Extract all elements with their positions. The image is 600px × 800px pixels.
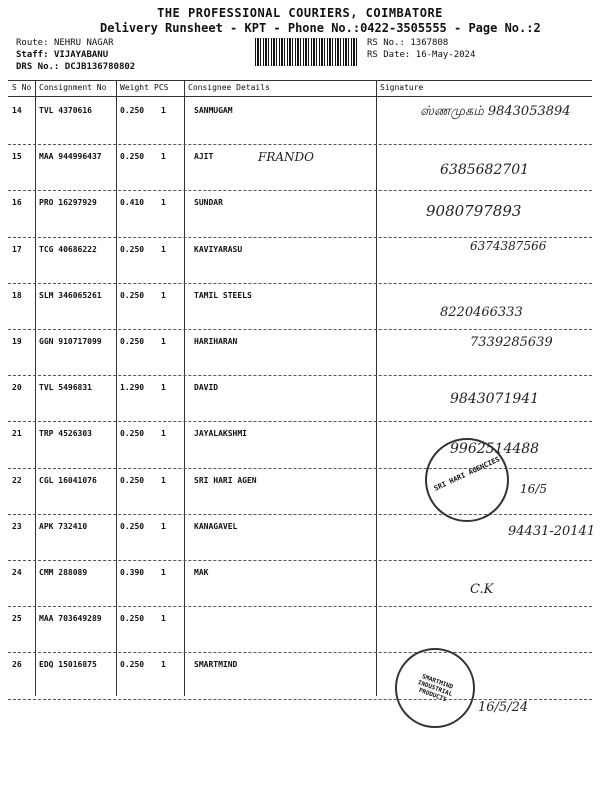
handwritten-signature: 94431-20141 [508, 523, 596, 539]
route-label: Route: [16, 38, 49, 48]
rs-no-line [367, 38, 448, 48]
row-separator [8, 652, 592, 653]
cell-consignee: TAMIL STEELS [194, 290, 252, 300]
row-separator [8, 560, 592, 561]
smartmind-stamp [395, 648, 475, 728]
rs-no-label: RS No.: [367, 38, 405, 48]
cell-weight: 0.250 [120, 614, 145, 624]
cell-weight: 0.250 [120, 429, 145, 439]
cell-sno: 20 [12, 383, 22, 393]
cell-weight: 1.290 [120, 383, 145, 393]
cell-weight: 0.250 [120, 290, 145, 300]
cell-consignment-no: SLM 346065261 [39, 290, 102, 300]
handwritten-signature: 7339285639 [470, 335, 553, 350]
cell-pcs: 1 [161, 475, 166, 485]
cell-consignment-no: PRO 16297929 [39, 198, 97, 208]
cell-consignment-no: GGN 910717099 [39, 337, 102, 346]
staff-label: Staff: [16, 50, 49, 60]
drs-value: DCJB136780802 [64, 62, 136, 72]
table-top-rule [8, 80, 592, 81]
cell-sno: 14 [12, 106, 22, 115]
cell-pcs: 1 [161, 290, 166, 300]
cell-consignment-no: EDQ 15016875 [39, 660, 97, 670]
cell-weight: 0.250 [120, 475, 145, 485]
row-separator [8, 144, 592, 145]
cell-consignee: SMARTMIND [194, 660, 238, 670]
col-header-weight: Weight [120, 83, 149, 92]
cell-consignee: SUNDAR [194, 198, 223, 208]
cell-consignment-no: CGL 16041076 [39, 475, 97, 485]
cell-sno: 26 [12, 660, 22, 670]
cell-consignee: SRI HARI AGEN [194, 475, 257, 485]
route-line [16, 38, 114, 48]
cell-weight: 0.250 [120, 244, 145, 254]
cell-consignee: SANMUGAM [194, 106, 233, 115]
cell-weight: 0.390 [120, 568, 145, 577]
cell-weight: 0.250 [120, 521, 145, 531]
cell-consignment-no: TCG 40686222 [39, 244, 97, 254]
handwritten-signature: 9080797893 [426, 202, 522, 221]
cell-pcs: 1 [161, 106, 166, 115]
row-separator [8, 699, 592, 700]
cell-sno: 22 [12, 475, 22, 485]
cell-pcs: 1 [161, 521, 166, 531]
cell-pcs: 1 [161, 614, 166, 624]
cell-pcs: 1 [161, 429, 166, 439]
handwritten-signature: 9962514488 [450, 441, 540, 458]
rs-date-label: RS Date: [367, 50, 411, 60]
row-separator [8, 190, 592, 191]
handwritten-signature: 16/5/24 [478, 700, 529, 716]
row-separator [8, 237, 592, 238]
barcode [255, 38, 359, 66]
cell-sno: 21 [12, 429, 22, 439]
cell-consignment-no: APK 732410 [39, 521, 88, 531]
cell-weight: 0.250 [120, 337, 145, 346]
drs-line [16, 62, 135, 72]
cell-sno: 23 [12, 521, 22, 531]
rs-date-line [367, 50, 475, 60]
row-separator [8, 514, 592, 515]
cell-sno: 15 [12, 152, 22, 162]
cell-weight: 0.250 [120, 152, 145, 162]
cell-consignee: DAVID [194, 383, 219, 393]
col-header-consignee: Consignee Details [188, 83, 270, 92]
sri-hari-stamp-text: SRI HARI AGENCIES [432, 455, 502, 493]
cell-consignment-no: MAA 703649289 [39, 614, 102, 624]
cell-sno: 19 [12, 337, 22, 346]
cell-pcs: 1 [161, 660, 166, 670]
handwritten-signature: 16/5 [520, 481, 547, 496]
cell-weight: 0.250 [120, 106, 145, 115]
cell-consignment-no: MAA 944996437 [39, 152, 102, 162]
handwritten-signature: ஸ்ணமுகம் 9843053894 [420, 104, 571, 119]
cell-consignment-no: TRP 4526303 [39, 429, 92, 439]
row-separator [8, 329, 592, 330]
row-separator [8, 283, 592, 284]
staff-value: VIJAYABANU [53, 50, 109, 60]
cell-consignment-no: TVL 5496831 [39, 383, 92, 393]
row-separator [8, 375, 592, 376]
row-separator [8, 421, 592, 422]
cell-pcs: 1 [161, 244, 166, 254]
cell-sno: 18 [12, 290, 22, 300]
handwritten-signature: 9843071941 [450, 391, 540, 408]
handwritten-signature: C.K [470, 582, 494, 597]
cell-pcs: 1 [161, 568, 166, 577]
cell-consignee: AJIT [194, 152, 214, 162]
cell-sno: 16 [12, 198, 22, 208]
col-header-signature: Signature [380, 83, 424, 92]
table-header-rule [8, 96, 592, 97]
cell-consignee: HARIHARAN [194, 337, 238, 346]
col-header-consignment: Consignment No [39, 83, 107, 92]
rs-no-value: 1367808 [410, 38, 449, 48]
cell-weight: 0.410 [120, 198, 145, 208]
sri-hari-stamp [425, 438, 509, 522]
cell-sno: 17 [12, 244, 22, 254]
cell-pcs: 1 [161, 383, 166, 393]
cell-pcs: 1 [161, 198, 166, 208]
cell-sno: 24 [12, 568, 22, 577]
row-separator [8, 606, 592, 607]
handwritten-signature: 6385682701 [440, 162, 530, 179]
cell-consignee: MAK [194, 568, 209, 577]
cell-pcs: 1 [161, 152, 166, 162]
col-header-pcs: PCS [154, 83, 169, 92]
cell-consignee: KANAGAVEL [194, 521, 238, 531]
staff-line [16, 50, 108, 60]
runsheet-subtitle: Delivery Runsheet - KPT - Phone No.:0422-3505555 - Page No.:2 [100, 21, 541, 35]
route-value: NEHRU NAGAR [53, 38, 114, 48]
rs-date-value: 16-May-2024 [415, 50, 476, 60]
col-header-sno: S No [12, 83, 32, 92]
handwritten-signature: 8220466333 [440, 304, 523, 320]
company-title: THE PROFESSIONAL COURIERS, COIMBATORE [157, 6, 443, 20]
cell-consignment-no: CMM 288089 [39, 568, 88, 577]
cell-consignment-no: TVL 4370616 [39, 106, 92, 115]
cell-sno: 25 [12, 614, 22, 624]
handwritten-surname: FRANDO [258, 150, 314, 164]
smartmind-stamp-text: SMARTMIND INDUSTRIAL PRODUCTS [416, 673, 454, 704]
drs-label: DRS No.: [16, 62, 60, 72]
handwritten-signature: 6374387566 [470, 238, 547, 253]
cell-weight: 0.250 [120, 660, 145, 670]
cell-pcs: 1 [161, 337, 166, 346]
cell-consignee: JAYALAKSHMI [194, 429, 247, 439]
cell-consignee: KAVIYARASU [194, 244, 243, 254]
